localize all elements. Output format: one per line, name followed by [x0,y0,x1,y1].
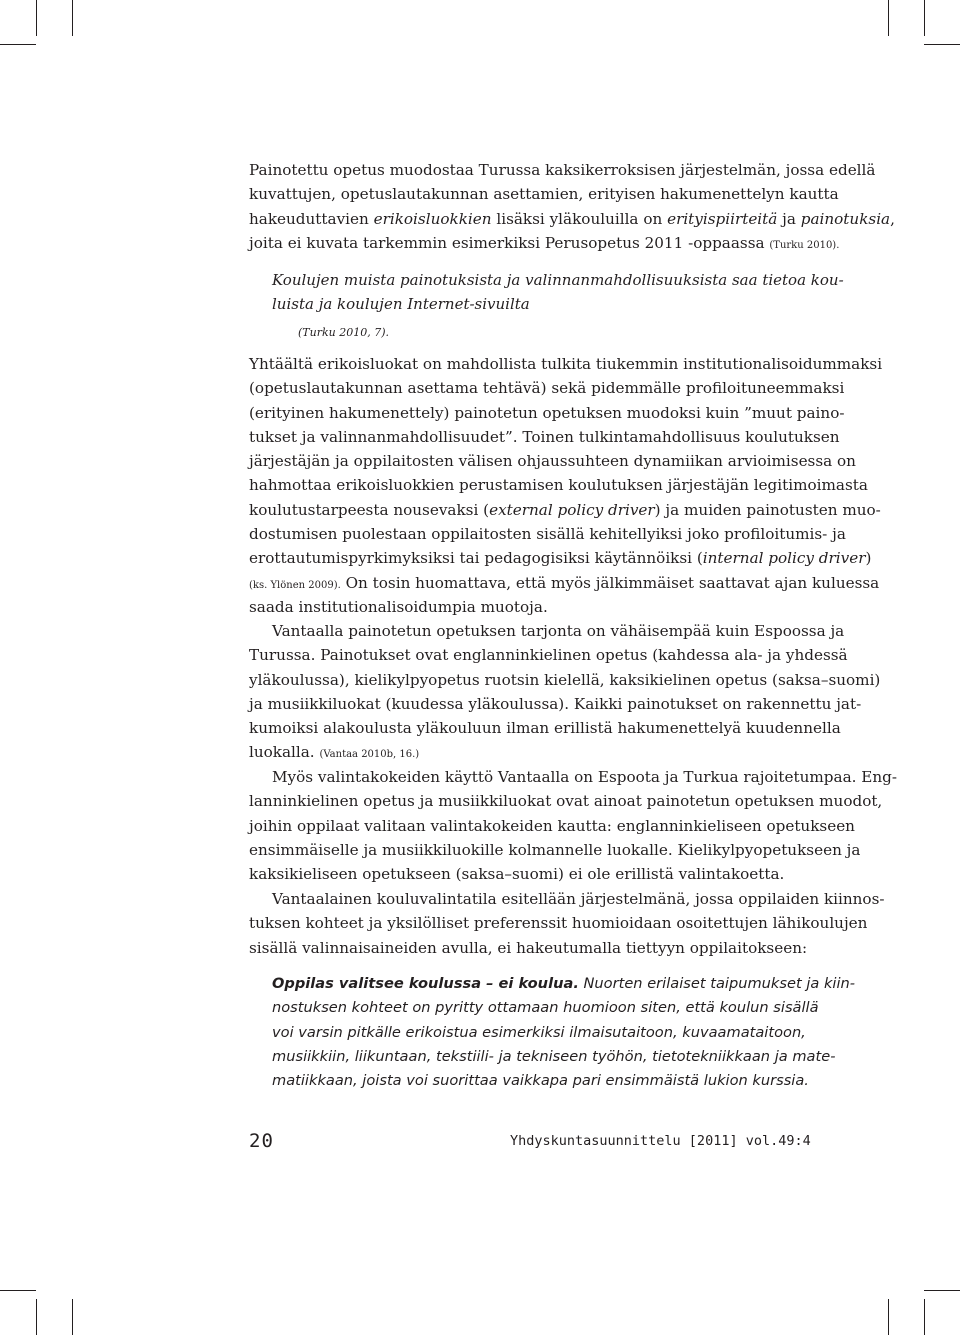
text-line: ja musiikkiluokat (kuudessa yläkoulussa). Kaikki painotukset on rakennettu jat- [249,694,862,713]
text-line: Yhtäältä erikoisluokat on mahdollista tulkita tiukemmin institutionalisoidummaksi [249,355,883,373]
paragraph-3 [249,619,881,765]
crop-mark [0,1290,36,1291]
crop-mark [72,1299,73,1335]
crop-mark [924,1299,925,1335]
journal-title: Yhdyskuntasuunnittelu [2011] vol.49:4 [510,1133,811,1149]
text-line: (ks. Ylönen 2009). On tosin huomattava, että myös jälkimmäiset saattavat ajan kuluessa [249,573,880,592]
crop-mark [72,0,73,36]
text-line: lanninkielinen opetus ja musiikkiluokat ovat ainoat painotetun opetuksen muodot, [249,792,883,811]
paragraph-5 [249,887,885,960]
text-line: (erityinen hakumenettely) painotetun opetuksen muodoksi kuin ”muut paino- [249,403,845,422]
quote-line: voi varsin pitkälle erikoistua esimerkiksi ilmaisutaitoon, kuvaamataitoon, [272,1023,806,1041]
text-line: kaksikieliseen opetukseen (saksa–suomi) ei ole erillistä valintakoetta. [249,865,785,884]
crop-mark [924,1290,960,1291]
text-line: kumoiksi alakoulusta yläkouluun ilman erillistä hakumenettelyä kuudennella [249,719,841,738]
text-line: hahmottaa erikoisluokkien perustamisen koulutuksen järjestäjän legitimoimasta [249,476,868,495]
crop-mark [924,44,960,45]
text-line: sisällä valinnaisaineiden avulla, ei hakeutumalla tiettyyn oppilaitokseen: [249,938,808,957]
quote-citation: (Turku 2010, 7). [298,326,389,340]
paragraph-4 [249,765,898,886]
text-line: Painotettu opetus muodostaa Turussa kaksikerroksisen järjestelmän, jossa edellä [249,161,876,179]
text-line: joihin oppilaat valitaan valintakokeiden kautta: englanninkieliseen opetukseen [249,816,855,835]
text-line: Turussa. Painotukset ovat englanninkielinen opetus (kahdessa ala- ja yhdessä [249,646,848,665]
crop-mark [36,0,37,36]
quote-line: matiikkaan, joista voi suorittaa vaikkapa pari ensimmäistä lukion kurssia. [272,1072,809,1090]
text-line: koulutustarpeesta nousevaksi (external policy driver) ja muiden painotusten muo- [249,500,881,519]
crop-mark [888,1299,889,1335]
text-line: erottautumispyrkimyksiksi tai pedagogisiksi käytännöiksi (internal policy driver) [249,549,872,568]
text-line: tukset ja valinnanmahdollisuudet”. Toinen tulkintamahdollisuus koulutuksen [249,427,840,446]
citation: (Vantaa 2010b, 16.) [319,749,420,761]
quote-line: luista ja koulujen Internet-sivuilta [272,295,530,314]
crop-mark [0,44,36,45]
quote-line: Oppilas valitsee koulussa – ei koulua. Nuorten erilaiset taipumukset ja kiin- [272,975,856,992]
paragraph-2 [249,352,883,619]
text-line: saada institutionalisoidumpia muotoja. [249,597,548,616]
text-line: kuvattujen, opetuslautakunnan asettamien, erityisen hakumenettelyn kautta [249,185,839,204]
page-number: 20 [249,1130,274,1152]
text-line: dostumisen puolestaan oppilaitosten sisällä kehitellyiksi joko profiloitumis- ja [249,525,846,544]
text-line: (opetuslautakunnan asettama tehtävä) sekä pidemmälle profiloituneemmaksi [249,379,845,398]
block-quote-1 [272,268,844,346]
quote-line: nostuksen kohteet on pyritty ottamaan huomioon siten, että koulun sisällä [272,999,819,1017]
text-line: ensimmäiselle ja musiikkiluokille kolmannelle luokalle. Kielikylpyopetukseen ja [249,840,861,859]
citation: (Turku 2010). [769,239,840,251]
crop-mark [36,1299,37,1335]
text-line: Vantaalla painotetun opetuksen tarjonta on vähäisempää kuin Espoossa ja [272,622,845,640]
citation: (ks. Ylönen 2009). [249,579,341,591]
text-line: joita ei kuvata tarkemmin esimerkiksi Perusopetus 2011 -oppaassa (Turku 2010). [249,233,840,252]
crop-mark [924,0,925,36]
text-line: tuksen kohteet ja yksilölliset preferenssit huomioidaan osoitettujen lähikoulujen [249,914,868,933]
text-line: Myös valintakokeiden käyttö Vantaalla on Espoota ja Turkua rajoitetumpaa. Eng- [272,768,898,786]
quote-line: Koulujen muista painotuksista ja valinnanmahdollisuuksista saa tietoa kou- [272,271,844,289]
crop-mark [888,0,889,36]
quote-line: musiikkiin, liikuntaan, tekstiili- ja tekniseen työhön, tietotekniikkaan ja mate- [272,1047,836,1065]
text-line: yläkoulussa), kielikylpyopetus ruotsin kielellä, kaksikielinen opetus (saksa–suomi) [249,670,881,689]
text-line: järjestäjän ja oppilaitosten välisen ohjaussuhteen dynamiikan arvioimisessa on [249,452,856,471]
text-line: Vantaalainen kouluvalintatila esitellään järjestelmänä, jossa oppilaiden kiinnos- [272,890,885,908]
block-quote-2 [272,972,856,1093]
text-line: luokalla. (Vantaa 2010b, 16.) [249,743,420,762]
paragraph-1 [249,158,895,255]
text-line: hakeuduttavien erikoisluokkien lisäksi yläkouluilla on erityispiirteitä ja painotuksia, [249,209,895,228]
